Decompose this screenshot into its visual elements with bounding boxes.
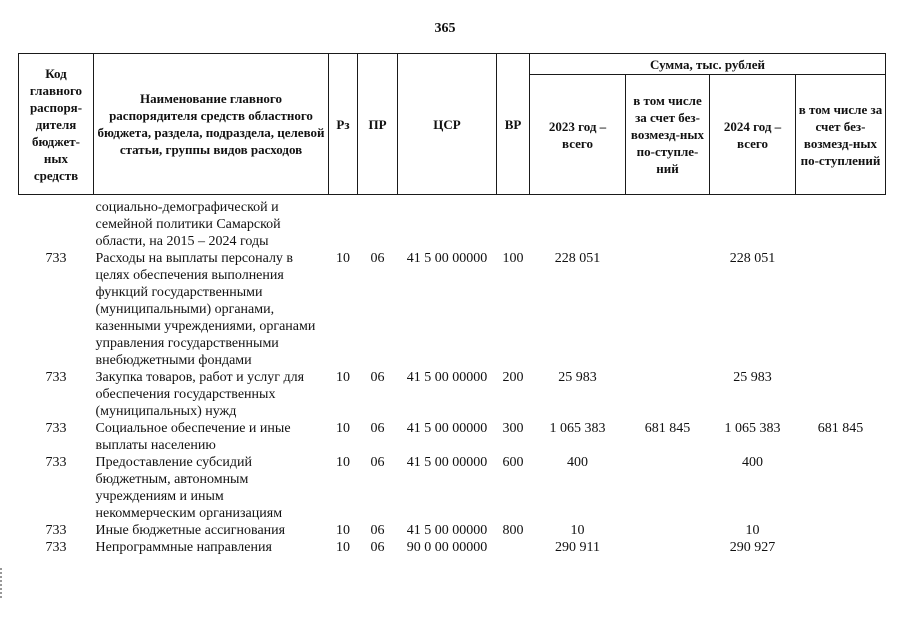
cell-2024-free: [796, 454, 886, 522]
cell-rz: 10: [336, 251, 350, 266]
cell-code: 733: [45, 370, 67, 385]
cell-2024-total: 25 983: [733, 370, 772, 385]
header-pr: ПР: [358, 54, 398, 195]
cell-csr: 41 5 00 00000: [406, 421, 488, 436]
cell-code: 733: [45, 251, 67, 266]
table-row: [19, 250, 886, 369]
cell-vr: [497, 199, 530, 250]
header-rz: Рз: [329, 54, 358, 195]
cell-csr: 41 5 00 00000: [406, 251, 488, 266]
table-body: [19, 195, 886, 557]
table-row: [19, 369, 886, 420]
cell-csr: 41 5 00 00000: [406, 455, 488, 470]
cell-rz: 10: [336, 455, 350, 470]
table-row: [19, 522, 886, 539]
table-row: [19, 454, 886, 522]
cell-name: социально-демографической и семейной политики Самарской области, на 2015 – 2024 годы: [95, 200, 281, 249]
page-number: 365: [434, 21, 456, 36]
cell-2024-total: 400: [742, 455, 763, 470]
cell-pr: [358, 199, 398, 250]
cell-2023-total: 400: [567, 455, 588, 470]
cell-csr: 41 5 00 00000: [406, 523, 488, 538]
cell-2023-total: 10: [570, 523, 585, 538]
cell-code: 733: [45, 523, 67, 538]
cell-2024-total: 290 927: [729, 540, 776, 555]
cell-name: Иные бюджетные ассигнования: [95, 523, 286, 538]
cell-2023-total: 1 065 383: [549, 421, 606, 436]
cell-vr: 100: [502, 251, 524, 266]
cell-vr: 300: [502, 421, 524, 436]
header-sum-group: Сумма, тыс. рублей: [530, 54, 886, 75]
cell-code: [19, 199, 94, 250]
header-2023-total: 2023 год – всего: [530, 75, 626, 195]
cell-2023-free: 681 845: [644, 421, 691, 436]
table-row: [19, 420, 886, 454]
cell-rz: 10: [336, 370, 350, 385]
header-2024-total: 2024 год – всего: [710, 75, 796, 195]
cell-vr: 600: [502, 455, 524, 470]
cell-2024-free: [796, 539, 886, 556]
cell-2023-free: [626, 522, 710, 539]
cell-2024-free: [796, 522, 886, 539]
cell-rz: 10: [336, 540, 350, 555]
header-csr: ЦСР: [398, 54, 497, 195]
cell-code: 733: [45, 455, 67, 470]
cell-2023-total: 290 911: [555, 540, 600, 555]
cell-vr: 200: [502, 370, 524, 385]
cell-2024-total: 10: [745, 523, 760, 538]
cell-2024-total: 228 051: [729, 251, 776, 266]
cell-name: Закупка товаров, работ и услуг для обеспечения государственных (муниципальных) нужд: [95, 370, 305, 419]
cell-rz: 10: [336, 523, 350, 538]
cell-csr: 90 0 00 00000: [406, 540, 488, 555]
header-2023-free: в том числе за счет без-возмезд-ных по-ступле-ний: [626, 75, 710, 195]
cell-2024-free: [796, 369, 886, 420]
cell-pr: 06: [370, 540, 385, 555]
cell-name: Социальное обеспечение и иные выплаты населению: [95, 421, 291, 453]
cell-pr: 06: [370, 421, 385, 436]
cell-pr: 06: [370, 251, 385, 266]
cell-code: 733: [45, 540, 67, 555]
budget-table: [18, 53, 886, 556]
cell-code: 733: [45, 421, 67, 436]
cell-name: Непрограммные направления: [95, 540, 272, 555]
scan-artifact: [0, 568, 8, 598]
cell-2024-total: [710, 199, 796, 250]
cell-pr: 06: [370, 455, 385, 470]
cell-2024-free: 681 845: [817, 421, 864, 436]
header-2024-free: в том числе за счет без-возмезд-ных по-ступлений: [796, 75, 886, 195]
cell-2023-free: [626, 539, 710, 556]
table-row: [19, 539, 886, 556]
cell-2023-free: [626, 199, 710, 250]
cell-name: Расходы на выплаты персоналу в целях обеспечения выполнения функций государственными (муниципальными) органами, казенными учреждениями, органами управления государственными внебюджетными фондами: [95, 251, 316, 368]
cell-2023-total: [530, 199, 626, 250]
cell-csr: [398, 199, 497, 250]
cell-pr: 06: [370, 523, 385, 538]
cell-rz: 10: [336, 421, 350, 436]
header-name: Наименование главного распорядителя средств областного бюджета, раздела, подраздела, целевой статьи, группы видов расходов: [94, 54, 329, 195]
cell-2023-free: [626, 454, 710, 522]
cell-vr: 800: [502, 523, 524, 538]
cell-csr: 41 5 00 00000: [406, 370, 488, 385]
cell-2024-free: [796, 199, 886, 250]
cell-rz: [329, 199, 358, 250]
table-header: [19, 54, 886, 195]
cell-2024-total: 1 065 383: [724, 421, 781, 436]
cell-vr: [497, 539, 530, 556]
header-vr: ВР: [497, 54, 530, 195]
cell-2024-free: [796, 250, 886, 369]
table-row: [19, 199, 886, 250]
cell-name: Предоставление субсидий бюджетным, автономным учреждениям и иным некоммерческим организациям: [95, 455, 283, 521]
cell-2023-free: [626, 250, 710, 369]
cell-2023-total: 25 983: [558, 370, 597, 385]
header-code: Код главного распоря-дителя бюджет-ных средств: [19, 54, 94, 195]
cell-2023-free: [626, 369, 710, 420]
cell-pr: 06: [370, 370, 385, 385]
cell-2023-total: 228 051: [554, 251, 601, 266]
